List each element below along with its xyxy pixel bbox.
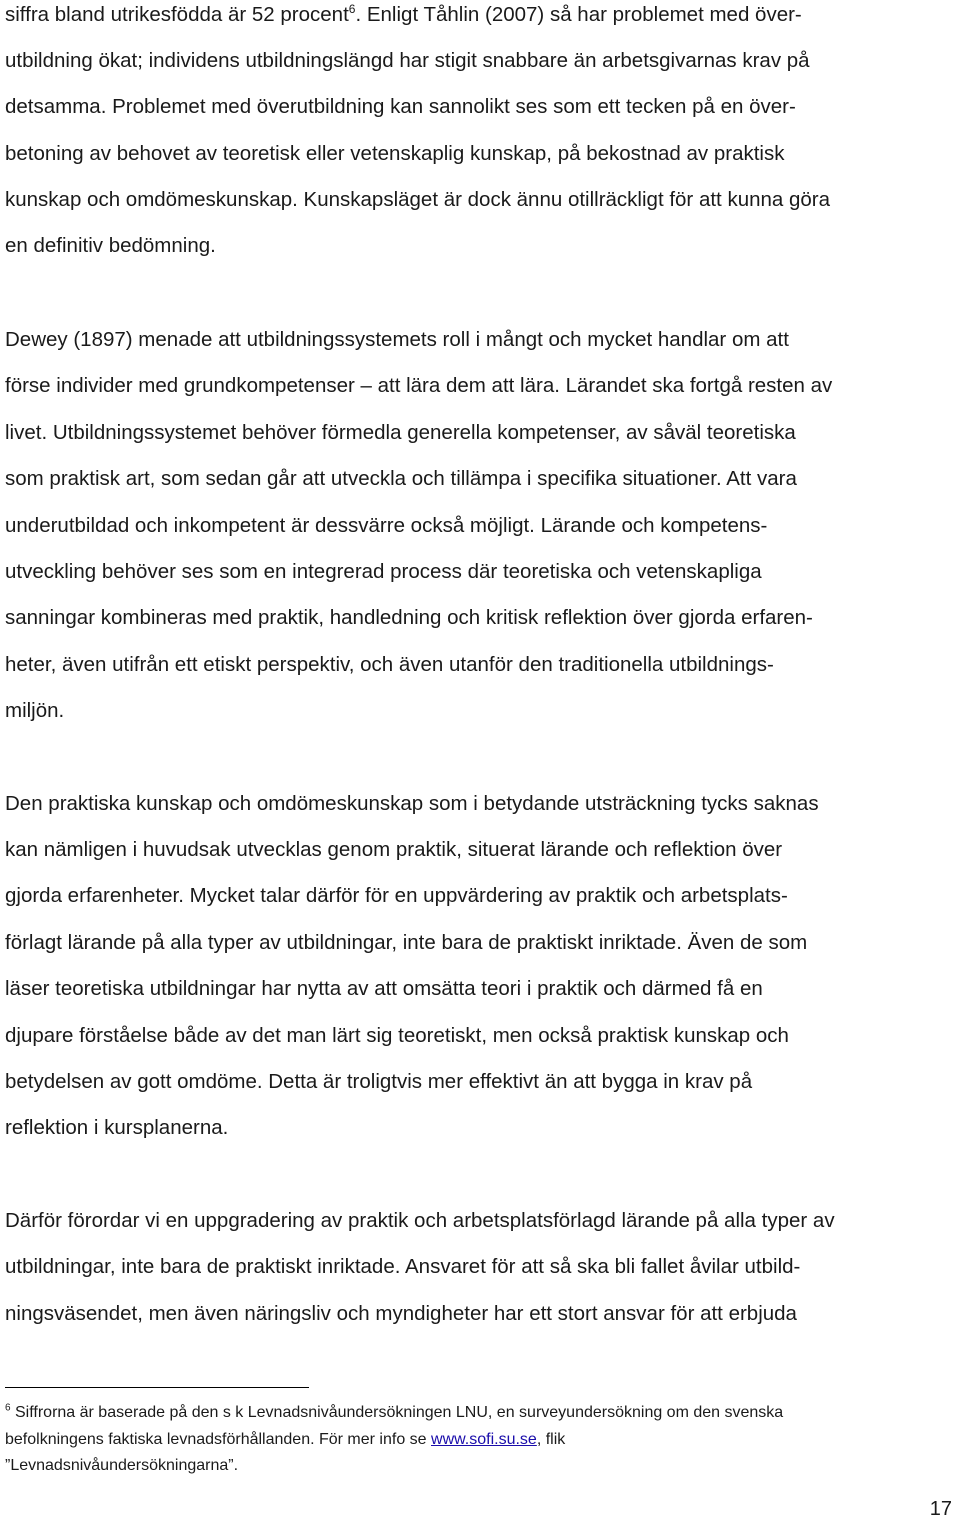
footnote-reference[interactable]: 6 bbox=[348, 2, 356, 17]
text-span: , flik bbox=[536, 1431, 566, 1448]
text-line: kunskap och omdömeskunskap. Kunskapsläget är dock ännu otillräckligt för att kunna göra bbox=[5, 188, 831, 211]
footnote-separator bbox=[5, 1387, 309, 1388]
text-line: underutbildad och inkompetent är dessvärre också möjligt. Lärande och kompetens- bbox=[5, 514, 768, 537]
text-line: ningsväsendet, men även näringsliv och myndigheter har ett stort ansvar för att erbjuda bbox=[5, 1302, 797, 1325]
footnote-line bbox=[5, 1403, 783, 1423]
text-span: siffra bland utrikesfödda är 52 procent bbox=[5, 3, 349, 26]
text-span: Siffrorna är baserade på den s k Levnadsnivåundersökningen LNU, en surveyundersökning om den svenska bbox=[10, 1404, 784, 1421]
text-line bbox=[5, 2, 802, 28]
text-line: Dewey (1897) menade att utbildningssystemets roll i mångt och mycket handlar om att bbox=[5, 328, 789, 351]
text-line: förse individer med grundkompetenser – att lära dem att lära. Lärandet ska fortgå resten av bbox=[5, 374, 833, 397]
text-line: Den praktiska kunskap och omdömeskunskap som i betydande utsträckning tycks saknas bbox=[5, 792, 819, 815]
text-span: befolkningens faktiska levnadsförhållanden. För mer info se bbox=[5, 1431, 432, 1448]
footnote-line bbox=[5, 1430, 565, 1450]
text-span: . Enligt Tåhlin (2007) så har problemet med över- bbox=[355, 3, 802, 26]
sofi-link[interactable]: www.sofi.su.se bbox=[431, 1431, 537, 1448]
text-line: djupare förståelse både av det man lärt sig teoretiskt, men också praktisk kunskap och bbox=[5, 1024, 789, 1047]
text-line: sanningar kombineras med praktik, handledning och kritisk reflektion över gjorda erfaren- bbox=[5, 606, 813, 629]
text-line: utbildning ökat; individens utbildningslängd har stigit snabbare än arbetsgivarnas krav på bbox=[5, 49, 810, 72]
page-number: 17 bbox=[929, 1498, 952, 1520]
text-line: som praktisk art, som sedan går att utveckla och tillämpa i specifika situationer. Att vara bbox=[5, 467, 797, 490]
footnote-number: 6 bbox=[5, 1402, 11, 1414]
text-line: kan nämligen i huvudsak utvecklas genom praktik, situerat lärande och reflektion över bbox=[5, 838, 783, 861]
text-line: betoning av behovet av teoretisk eller vetenskaplig kunskap, på bekostnad av praktisk bbox=[5, 142, 785, 165]
text-line: detsamma. Problemet med överutbildning kan sannolikt ses som ett tecken på en över- bbox=[5, 95, 796, 118]
text-line: utbildningar, inte bara de praktiskt inriktade. Ansvaret för att så ska bli fallet åvilar utbild- bbox=[5, 1255, 801, 1278]
text-line: Därför förordar vi en uppgradering av praktik och arbetsplatsförlagd lärande på alla typer av bbox=[5, 1209, 835, 1232]
text-line: livet. Utbildningssystemet behöver förmedla generella kompetenser, av såväl teoretiska bbox=[5, 421, 796, 444]
text-line: en definitiv bedömning. bbox=[5, 234, 216, 257]
text-line: utveckling behöver ses som en integrerad process där teoretiska och vetenskapliga bbox=[5, 560, 762, 583]
text-line: läser teoretiska utbildningar har nytta av att omsätta teori i praktik och därmed få en bbox=[5, 977, 763, 1000]
text-line: miljön. bbox=[5, 699, 65, 722]
text-line: förlagt lärande på alla typer av utbildningar, inte bara de praktiskt inriktade. Även de som bbox=[5, 931, 808, 954]
text-line: gjorda erfarenheter. Mycket talar därför för en uppvärdering av praktik och arbetsplats- bbox=[5, 884, 788, 907]
text-line: reflektion i kursplanerna. bbox=[5, 1116, 229, 1139]
text-line: betydelsen av gott omdöme. Detta är troligtvis mer effektivt än att bygga in krav på bbox=[5, 1070, 753, 1093]
text-line: heter, även utifrån ett etiskt perspektiv, och även utanför den traditionella utbildnings- bbox=[5, 653, 774, 676]
footnote-line: ”Levnadsnivåundersökningarna”. bbox=[5, 1457, 239, 1474]
